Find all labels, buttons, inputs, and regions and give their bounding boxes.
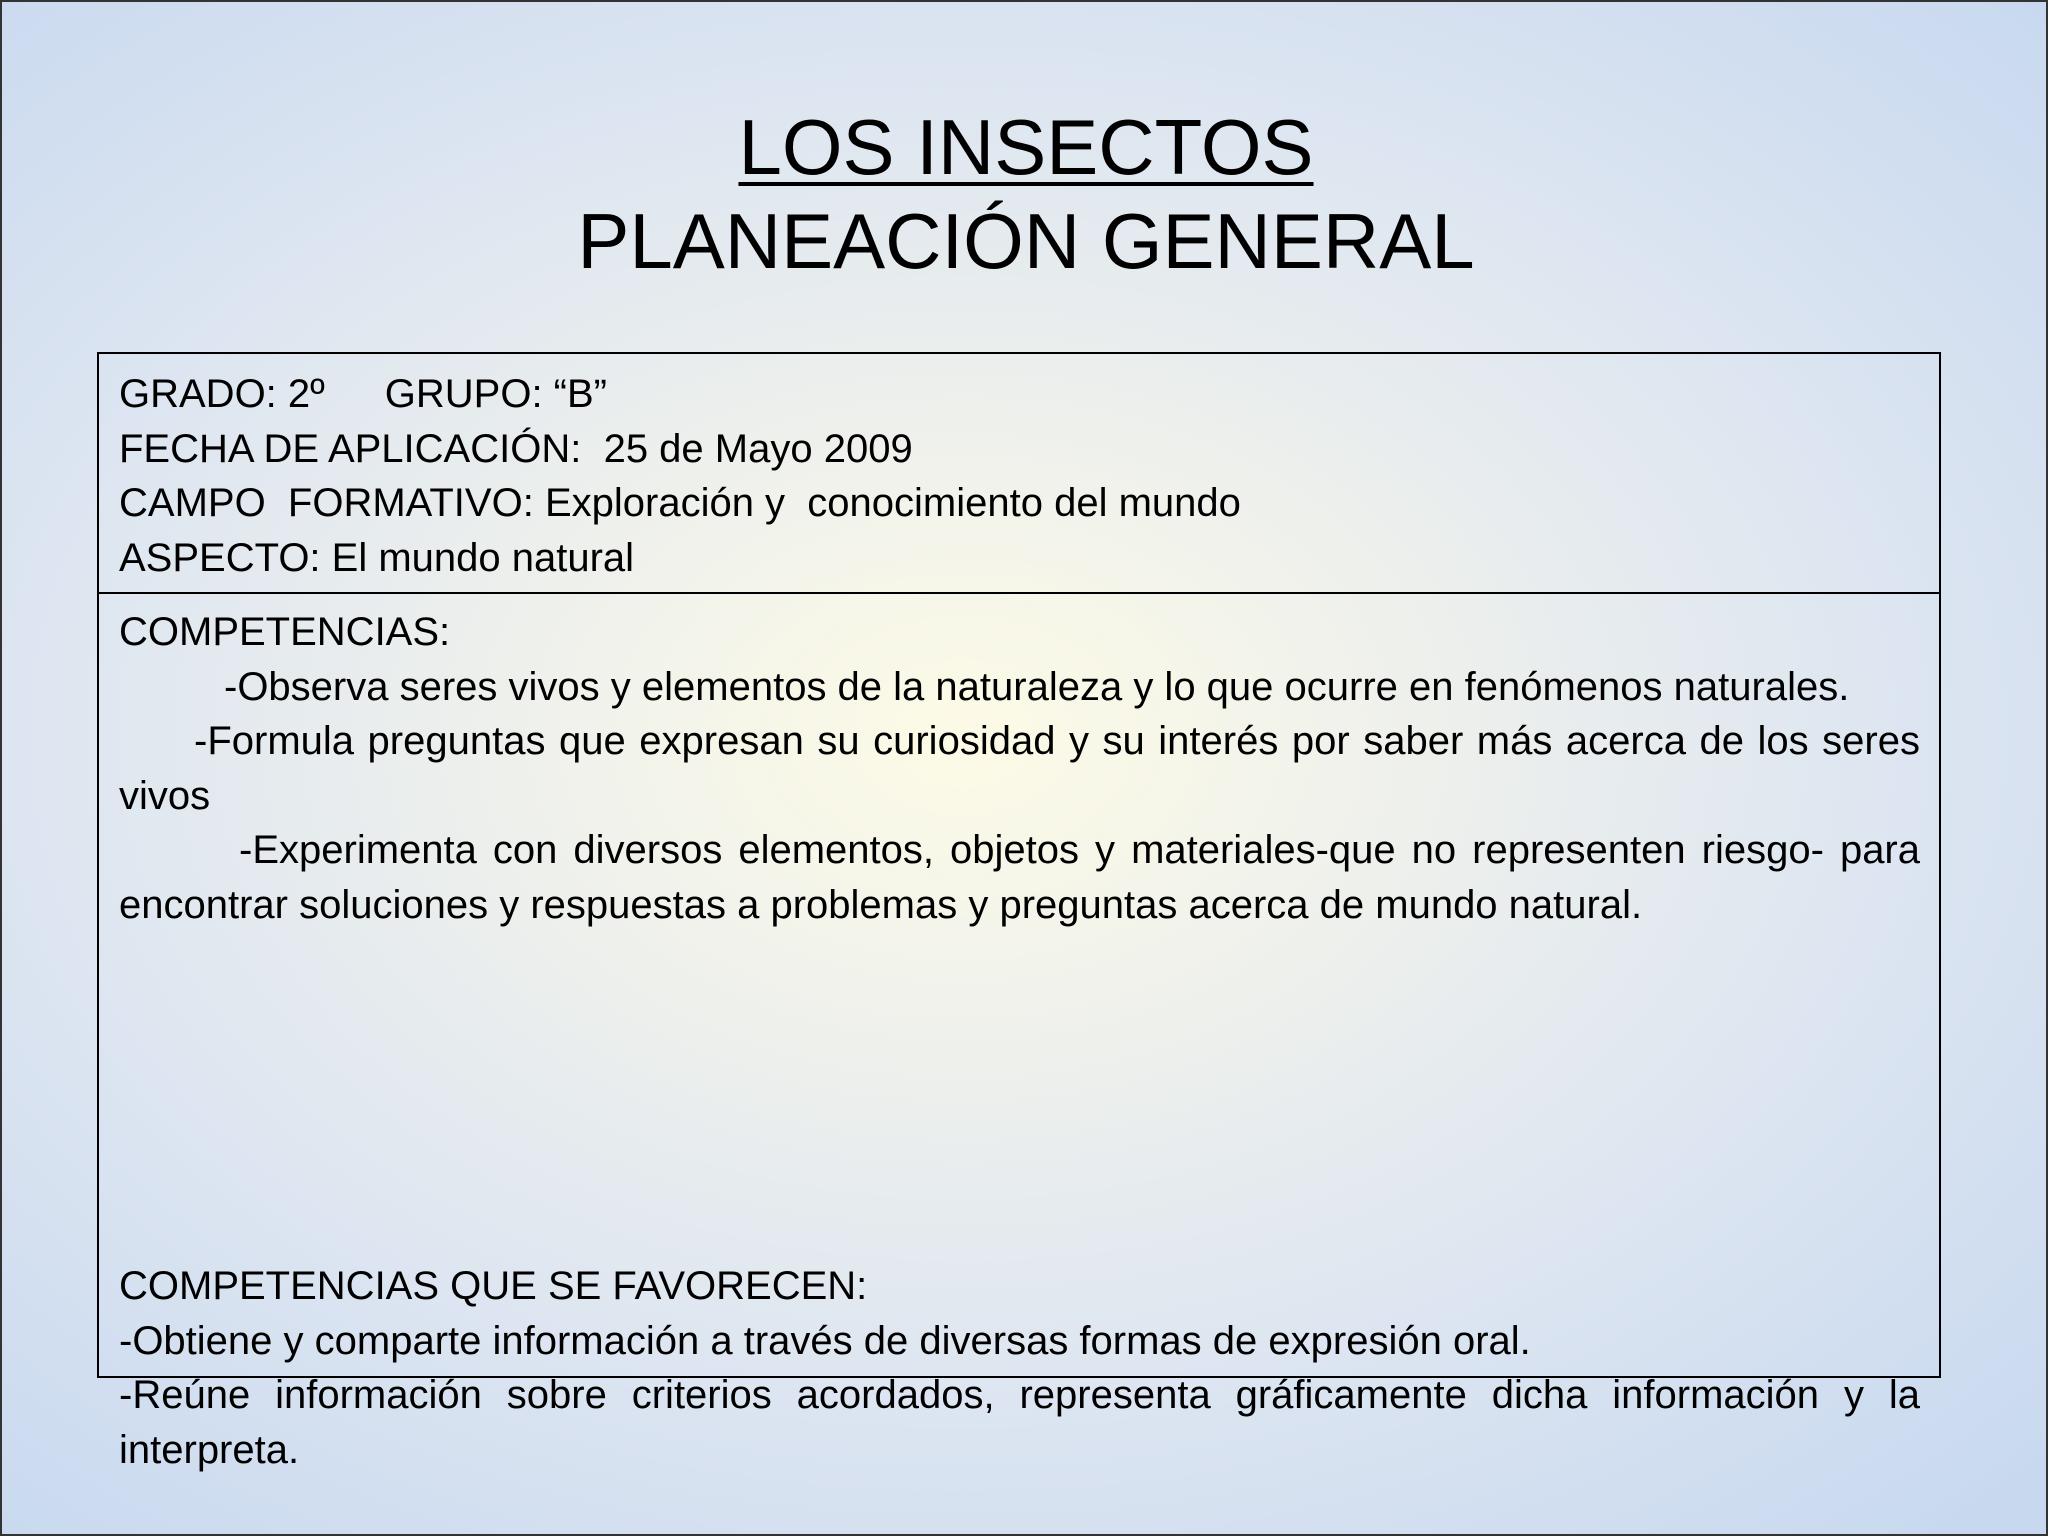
fecha-text: FECHA DE APLICACIÓN: 25 de Mayo 2009 — [119, 426, 913, 471]
campo-text: CAMPO FORMATIVO: Exploración y conocimiento del mundo — [119, 481, 1241, 525]
aspecto-text: ASPECTO: El mundo natural — [119, 535, 635, 580]
grado-text: GRADO: 2º — [119, 372, 325, 416]
info-section — [119, 367, 1920, 585]
competencias-section — [119, 605, 1920, 932]
favorecen-heading: COMPETENCIAS QUE SE FAVORECEN: — [119, 1264, 868, 1308]
competencias-heading: COMPETENCIAS: — [119, 610, 451, 654]
favorecen-section — [119, 1259, 1920, 1477]
competencia-item: -Formula preguntas que expresan su curiosidad y su interés por saber más acerca de los seres vivos — [119, 719, 1920, 818]
competencia-item: -Observa seres vivos y elementos de la naturaleza y lo que ocurre en fenómenos naturales. — [224, 664, 1850, 709]
favorecen-item: -Obtiene y comparte información a través de diversas formas de expresión oral. — [119, 1318, 1531, 1363]
title-main: LOS INSECTOS — [738, 103, 1314, 191]
grado-grupo-line — [119, 367, 1920, 422]
slide-title — [2, 100, 2048, 288]
favorecen-item: -Reúne información sobre criterios acordados, representa gráficamente dicha información y la interpreta. — [119, 1373, 1920, 1472]
grupo-text: GRUPO: “B” — [384, 372, 607, 416]
competencia-item: -Experimenta con diversos elementos, objetos y materiales-que no representen riesgo- para encontrar soluciones y respuestas a problemas y preguntas acerca de mundo natural. — [119, 828, 1920, 927]
title-subtitle: PLANEACIÓN GENERAL — [577, 197, 1475, 285]
